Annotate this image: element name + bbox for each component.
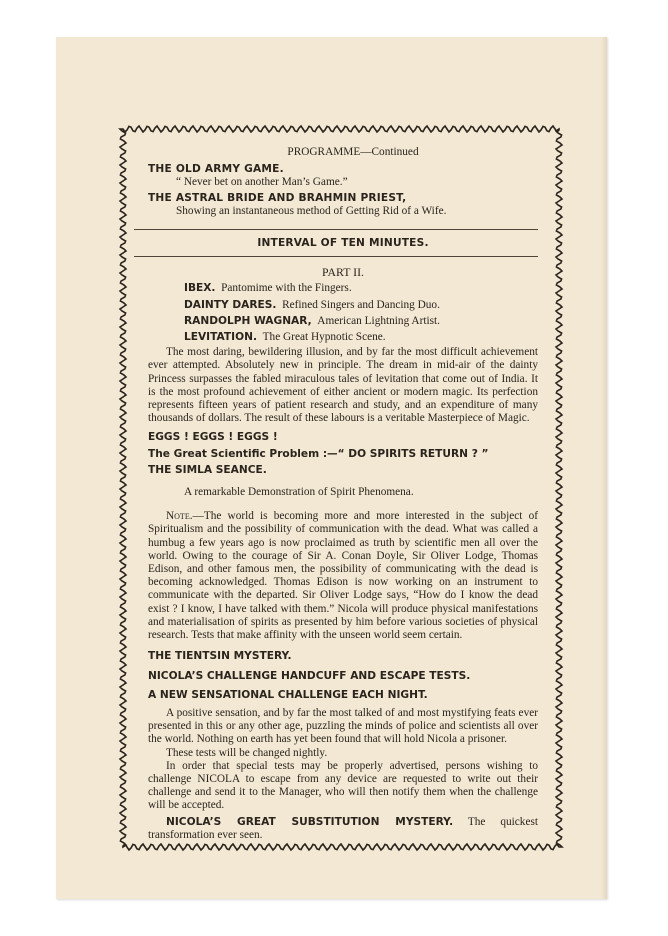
act-old-army-game-desc: “ Never bet on another Man’s Game.” xyxy=(176,176,348,189)
simla-description: A remarkable Demonstration of Spirit Phenomena. xyxy=(184,486,414,499)
act-substitution-mystery xyxy=(148,816,538,842)
act-eggs: EGGS ! EGGS ! EGGS ! xyxy=(148,431,278,444)
act-astral-bride: THE ASTRAL BRIDE AND BRAHMIN PRIEST, xyxy=(148,191,407,204)
problem-label: The Great Scientific Problem :— xyxy=(148,447,338,460)
act-simla-seance: THE SIMLA SEANCE. xyxy=(148,463,267,476)
act-tientsin-mystery: THE TIENTSIN MYSTERY. xyxy=(148,650,292,663)
act-ibex xyxy=(184,282,538,295)
programme-header: PROGRAMME—Continued xyxy=(287,146,419,158)
act-levitation-title: LEVITATION. xyxy=(184,331,257,344)
act-dainty-dares-desc: Refined Singers and Dancing Duo. xyxy=(282,298,440,311)
act-new-challenge: A NEW SENSATIONAL CHALLENGE EACH NIGHT. xyxy=(148,688,428,701)
levitation-description: The most daring, bewildering illusion, and by far the most difficult achievement ever attempted. Absolutely new in principle. The dream in mid-air of the dainty Princess surpasses the fabled miraculous tales of levitation that come out of India. It is the most profound achievement of either ancient or modern magic. Its perfection represents fifteen years of patient research and study, and an expenditure of many thousands of dollars. The result of these labours is a veritable Masterpiece of Magic. xyxy=(148,346,538,425)
act-dainty-dares xyxy=(184,299,538,312)
part-two-heading: PART II. xyxy=(322,265,364,280)
substitution-title: NICOLA’S GREAT SUBSTITUTION MYSTERY. xyxy=(166,815,454,828)
challenge-paragraph-3: In order that special tests may be properly advertised, persons wishing to challenge NICOLA to escape from any device are requested to write out their challenge and send it to the Manager, who will then notify them when the challenge will be accepted. xyxy=(148,759,538,812)
challenge-paragraph-1: A positive sensation, and by far the most talked of and most mystifying feats ever presented in this or any other age, puzzling the minds of police and scientists all over the world. Nothing on earth has yet been found that will hold Nicola a prisoner. xyxy=(148,706,538,746)
act-handcuff-tests: NICOLA’S CHALLENGE HANDCUFF AND ESCAPE TESTS. xyxy=(148,669,471,682)
act-ibex-desc: Pantomime with the Fingers. xyxy=(221,282,352,295)
note-text: —The world is becoming more and more interested in the subject of Spiritualism and the possibility of communication with the dead. What was called a humbug a few years ago is now proclaimed as truth by scientific men all over the world. Owing to the courage of Sir A. Conan Doyle, Sir Oliver Lodge, Thomas Edison, and other famous men, the possibility of communicating with the dead is becoming acknowledged. Thomas Edison is now working on an instrument to communicate with the departed. Sir Oliver Lodge says, “How do I know the dead exist ? I know, I have talked with them.” Nicola will produce physical manifestations and materialisation of spirits as presented by him before various societies of physical research. Tests that make affinity with the unseen world seem certain. xyxy=(148,510,538,642)
interval-heading: INTERVAL OF TEN MINUTES. xyxy=(257,237,429,250)
substitution-desc: The quickest transformation ever seen. xyxy=(148,815,538,841)
act-dainty-dares-title: DAINTY DARES. xyxy=(184,298,277,311)
act-scientific-problem xyxy=(148,448,538,461)
act-randolph-wagnar-title: RANDOLPH WAGNAR, xyxy=(184,314,312,327)
act-astral-bride-desc: Showing an instantaneous method of Getting Rid of a Wife. xyxy=(176,204,447,217)
act-randolph-wagnar xyxy=(184,315,538,328)
note-label: Note. xyxy=(166,510,193,523)
spiritualism-note xyxy=(148,510,538,642)
act-randolph-wagnar-desc: American Lightning Artist. xyxy=(317,314,440,327)
act-levitation-desc: The Great Hypnotic Scene. xyxy=(262,331,386,344)
act-ibex-title: IBEX. xyxy=(184,282,216,295)
act-old-army-game: THE OLD ARMY GAME. xyxy=(148,163,284,176)
challenge-paragraph-2: These tests will be changed nightly. xyxy=(166,746,328,759)
act-levitation xyxy=(184,331,538,344)
problem-title: “ DO SPIRITS RETURN ? ” xyxy=(337,447,489,460)
programme-content xyxy=(148,146,538,842)
